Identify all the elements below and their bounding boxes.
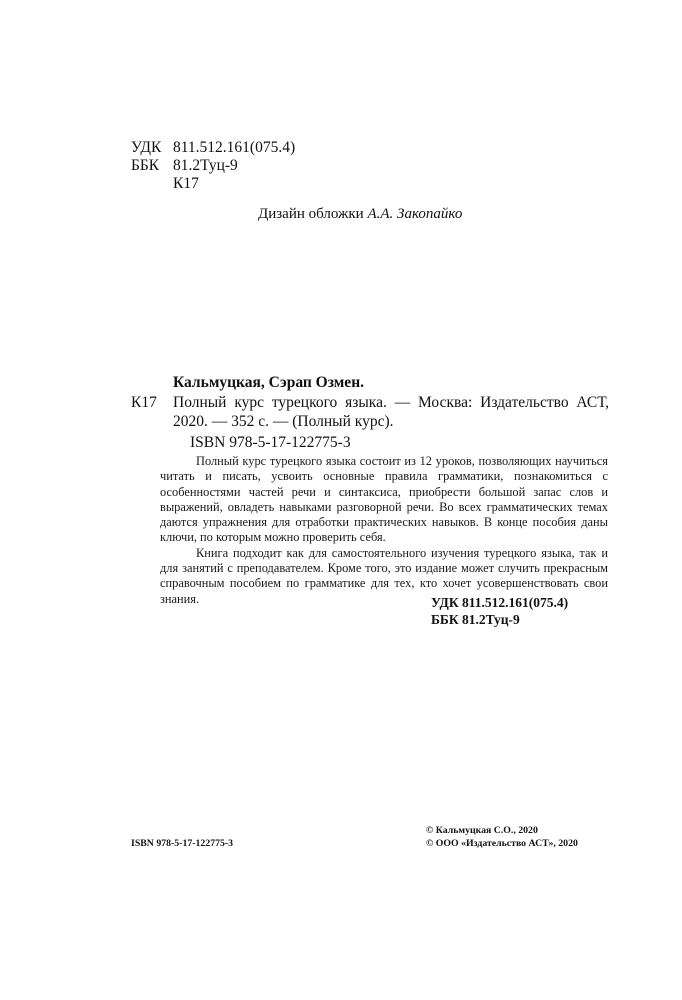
udk-label: УДК (131, 139, 162, 156)
bbk-label: ББК (131, 157, 160, 174)
index-bbk: ББК 81.2Туц-9 (431, 612, 520, 627)
udk-line (131, 139, 295, 157)
cover-design-credit (258, 206, 462, 223)
catalog-authors: Кальмуцкая, Сэрап Озмен. (173, 374, 364, 391)
footer-isbn: ISBN 978-5-17-122775-3 (131, 838, 234, 849)
udk-value: 811.512.161(075.4) (173, 139, 296, 156)
page: УДК 811.512.161(075.4) ББК 81.2Туц-9 К17 Дизайн обложки А.А. Закопайко Кальмуцкая, Сэрап Озмен. К17 Полный курс турецкого языка. — Москва: Издательство АСТ, 2020. — 352 с. — (Полный курс). ISBN 978-5-17-122775-3 Полный курс турецкого языка состоит из 12 уроков, позволяющих научиться читать и писать, усвоить основные правила грамматики, познакомиться с особенностями частей речи и синтаксиса, приобрести большой запас слов и выражений, овладеть навыками разговорной речи. Во всех грамматических темах даются упражнения для отработки практических навыков. В конце пособия даны ключи, по которым можно проверить себя. Книга подходит как для самостоятельного изучения турецкого языка, так и для занятий с преподавателем. Кроме того, это издание может случить прекрасным справочным пособием по грамматике для тех, кто хочет усовершенствовать свои знания. УДК 811.512.161(075.4) ББК 81.2Туц-9 ISBN 978-5-17-122775-3 © Кальмуцкая С.О., 2020 © ООО «Издательство АСТ», 2020 (131, 139, 609, 849)
abstract-paragraph-1: Полный курс турецкого языка состоит из 12 уроков, позволяющих научиться читать и писать, усвоить основные правила грамматики, познакомиться с особенностями частей речи и синтаксиса, приобрести большой запас слов и выражений, овладеть навыками разговорной речи. Во всех грамматических темах даются упражнения для отработки практических навыков. В конце пособия даны ключи, по которым можно проверить себя. (160, 454, 608, 545)
catalog-description: Полный курс турецкого языка. — Москва: Издательство АСТ, 2020. — 352 с. — (Полный курс). (173, 394, 609, 430)
copyright-publisher: © ООО «Издательство АСТ», 2020 (426, 838, 578, 849)
index-codes (431, 594, 568, 628)
author-mark-line (131, 175, 295, 193)
index-udk: УДК 811.512.161(075.4) (431, 595, 569, 610)
bbk-line (131, 157, 295, 175)
abstract (160, 454, 608, 607)
bbk-value: 81.2Туц-9 (173, 157, 238, 174)
footer-copyrights (426, 824, 578, 850)
cover-design-prefix: Дизайн обложки (258, 206, 368, 222)
author-mark: К17 (173, 175, 199, 192)
copyright-author: © Кальмуцкая С.О., 2020 (426, 825, 538, 836)
catalog-isbn: ISBN 978-5-17-122775-3 (190, 434, 351, 451)
classification-block (131, 139, 295, 193)
abstract-paragraph-2: Книга подходит как для самостоятельного изучения турецкого языка, так и для занятий с преподавателем. Кроме того, это издание может случить прекрасным справочным пособием по грамматике для тех, кто хочет усовершенствовать свои знания. (160, 545, 608, 606)
cover-designer: А.А. Закопайко (367, 206, 463, 222)
